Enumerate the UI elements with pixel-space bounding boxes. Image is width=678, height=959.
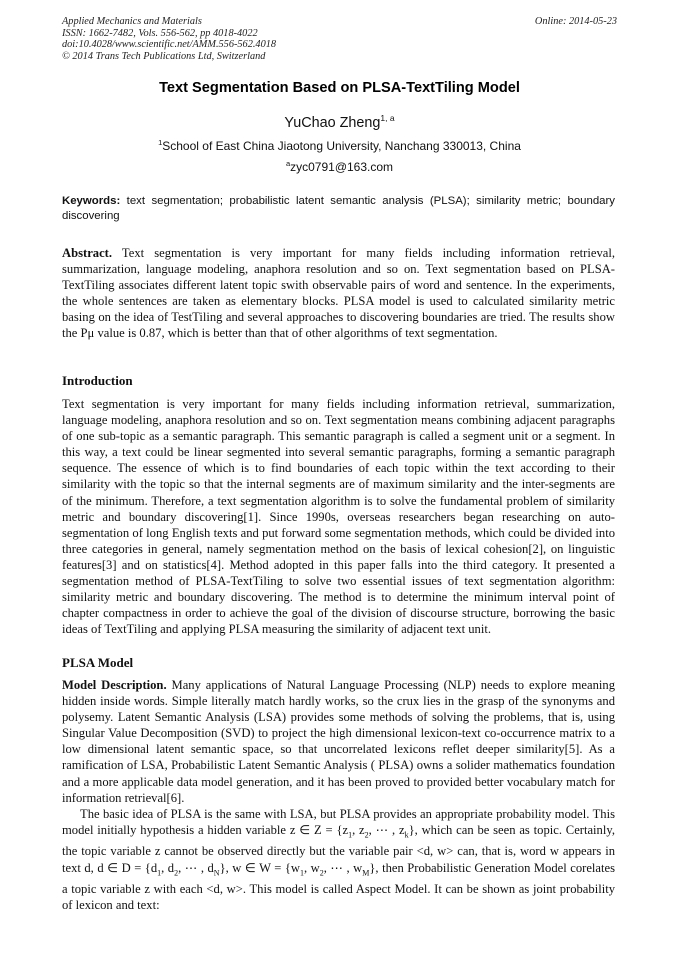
affiliation [62,138,617,153]
affiliation-text: School of East China Jiaotong University, Nanchang 330013, China [162,139,521,153]
plsa-idea-paragraph: The basic idea of PLSA is the same with LSA, but PLSA provides an appropriate probability model. This model initially hypothesis a hidden variable z ∈ $Z = \{z_1$, $z_2$, ⋯ , $z_k$}, which can be seen as topic. Certainly, the topic variable z cannot be observed directly but the variable pair <d, w> can, that is, word w appears in text d, d ∈ $D = \{d_1$, $d_2$, ⋯ , $d_N$}, w ∈ $W = \{w_1$, $w_2$, ⋯ , $w_M$}, then Probabilistic Generation Model corelates a topic variable z with each <d, w>. This model is called Aspect Model. It can be shown as joint probability of lexicon and text: [62,806,615,913]
email-address: zyc0791@163.com [290,160,394,174]
keywords [62,194,615,224]
author-name: YuChao Zheng [284,114,381,131]
plsa-text-part-2: }, which can be seen as topic. Certainly, the topic variable z cannot be observed directly but the variable pair <d, w> can, that is, word w appears in text d, d ∈ D = {d [62,822,615,875]
keywords-label: Keywords: [62,195,121,207]
abstract [62,245,615,342]
issn-line: ISSN: 1662-7482, Vols. 556-562, pp 4018-4022 [62,27,258,39]
introduction-heading: Introduction [62,373,133,388]
model-description-label: Model Description. [62,678,167,692]
doi-line: doi:10.4028/www.scientific.net/AMM.556-562.4018 [62,39,277,51]
journal-header [62,16,617,62]
copyright-line: © 2014 Trans Tech Publications Ltd, Switzerland [62,50,266,62]
paper-title: Text Segmentation Based on PLSA-TextTiling Model [159,80,520,96]
plsa-text-part-4: }, then Probabilistic Generation Model corelates a topic variable z with each <d, w>. This model is called Aspect Model. It can be shown as joint probability of lexicon and text: [62,860,615,913]
introduction-paragraph: Text segmentation is very important for many fields including information retrieval, summarization, language modeling, anaphora resolution and so on. Text segmentation means combining adjacent paragraphs of one sub-topic as a semantic paragraph. This semantic paragraph is called a segment unit or a segment. In this way, a text could be linear segmented into several semantic paragraphs, forming a semantic paragraph sequence. The essence of which is to find boundaries of each topic within the text according to their similarity with the topic so that the internal segments are of maximum similarity and the inter-segments are of the minimum. Therefore, a text segmentation algorithm is to solve the fundamental problem of similarity metric and boundary discovering[1]. Since 1990s, overseas researchers began researching on auto-segmentation of long English texts and put forward some segmentation methods, which could be divided into three categories in general, namely segmentation method on the basis of lexical cohesion[2], on linguistic features[3] and on statistics[4]. Method adopted in this paper falls into the third category. It presented a segmentation method of PLSA-TextTiling to solve two essential issues of text segmentation algorithm: similarity metric and boundary discovering. The method is to determine the minimum interval point of chapter compactness in order to achieve the goal of the division of discourse structure, borrowing the basic ideas of TextTiling and applying PLSA measuring the similarity of adjacent text unit. [62,397,615,637]
email-line [62,159,617,174]
journal-name: Applied Mechanics and Materials [62,16,202,27]
email-superscript: a [285,159,291,168]
plsa-text-part-1: The basic idea of PLSA is the same with LSA, but PLSA provides an appropriate probability model. This model initially hypothesis a hidden variable z ∈ Z = {z [62,806,615,837]
introduction-body [62,396,615,637]
author-superscript: 1, a [380,113,395,123]
plsa-text-part-3: }, w ∈ W = {w [219,860,300,875]
model-description-paragraph [62,677,615,806]
affiliation-superscript: 1 [158,138,163,147]
abstract-text: Text segmentation is very important for many fields including information retrieval, summarization, language modeling, anaphora resolution and so on. Text segmentation based on PLSA-TextTiling associates different latent topic swith observable pairs of word and sentence. In the experiments, the whole sentences are taken as elementary blocks. PLSA model is used to calculated similarity metric basing on the idea of TestTiling and several approaches to discovering boundaries are tried. The results show the Pμ value is 0.87, which is better than that of other algorithms of text segmentation. [62,246,615,341]
keywords-text: text segmentation; probabilistic latent semantic analysis (PLSA); similarity metric; boundary discovering [62,195,615,222]
author-line [62,113,617,131]
model-description-text: Many applications of Natural Language Processing (NLP) needs to explore meaning hidden inside words. Simple literally match hardly works, so the crux lies in the grasp of the synonyms and polysemy. Latent Semantic Analysis (LSA) provides some methods of solving the problems, that is, using Singular Value Decomposition (SVD) to project the high dimensional lexicon-text co-occurrence matrix to a low dimensional latent semantic space, so that uncorrelated lexicons reflet deeper similarity[5]. As a ramification of LSA, Probabilistic Latent Semantic Analysis ( PLSA) owns a solider mathematics foundation and a more applicable data model generation, and it has been proved to provided better vocabulary match for information retrieval[6]. [62,678,615,805]
online-date: Online: 2014-05-23 [534,16,617,27]
plsa-body [62,677,615,913]
plsa-heading: PLSA Model [62,655,134,670]
abstract-label: Abstract. [62,246,113,260]
